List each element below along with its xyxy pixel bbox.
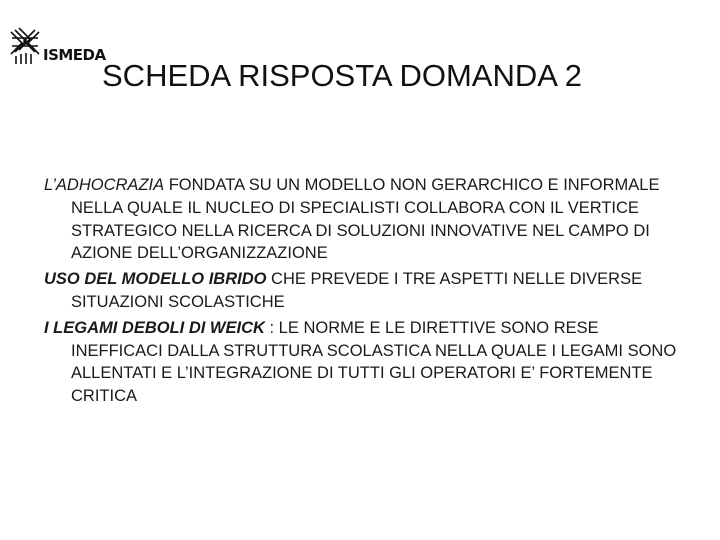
paragraph-lead: USO DEL MODELLO IBRIDO [44, 270, 267, 289]
paragraph-legami-deboli [44, 317, 694, 408]
paragraph-lead: L’ADHOCRAZIA [44, 176, 165, 194]
ismeda-logo [8, 26, 106, 66]
paragraph-adhocrazia [44, 174, 694, 265]
logo-text: ISMEDA [43, 46, 106, 64]
paragraph-text: FONDATA SU UN MODELLO NON GERARCHICO E INFORMALE NELLA QUALE IL NUCLEO DI SPECIALISTI COLLABORA CON IL VERTICE STRATEGICO NELLA RICERCA DI SOLUZIONI INNOVATIVE NEL CAMPO DI AZIONE DELL’ORGANIZZAZIONE [71, 176, 660, 263]
paragraph-text: : LE NORME E LE DIRETTIVE SONO RESE INEFFICACI DALLA STRUTTURA SCOLASTICA NELLA QUALE I LEGAMI SONO ALLENTATI E L’INTEGRAZIONE DI TUTTI GLI OPERATORI E’ FORTEMENTE CRITICA [71, 318, 677, 406]
ismeda-logo-icon [8, 26, 42, 66]
paragraph-lead: I LEGAMI DEBOLI DI WEICK [44, 318, 265, 337]
paragraph-text: CHE PREVEDE I TRE ASPETTI NELLE DIVERSE SITUAZIONI SCOLASTICHE [71, 270, 643, 311]
page-title: SCHEDA RISPOSTA DOMANDA 2 [102, 58, 583, 93]
paragraph-modello-ibrido [44, 268, 694, 314]
body-content [44, 174, 694, 411]
